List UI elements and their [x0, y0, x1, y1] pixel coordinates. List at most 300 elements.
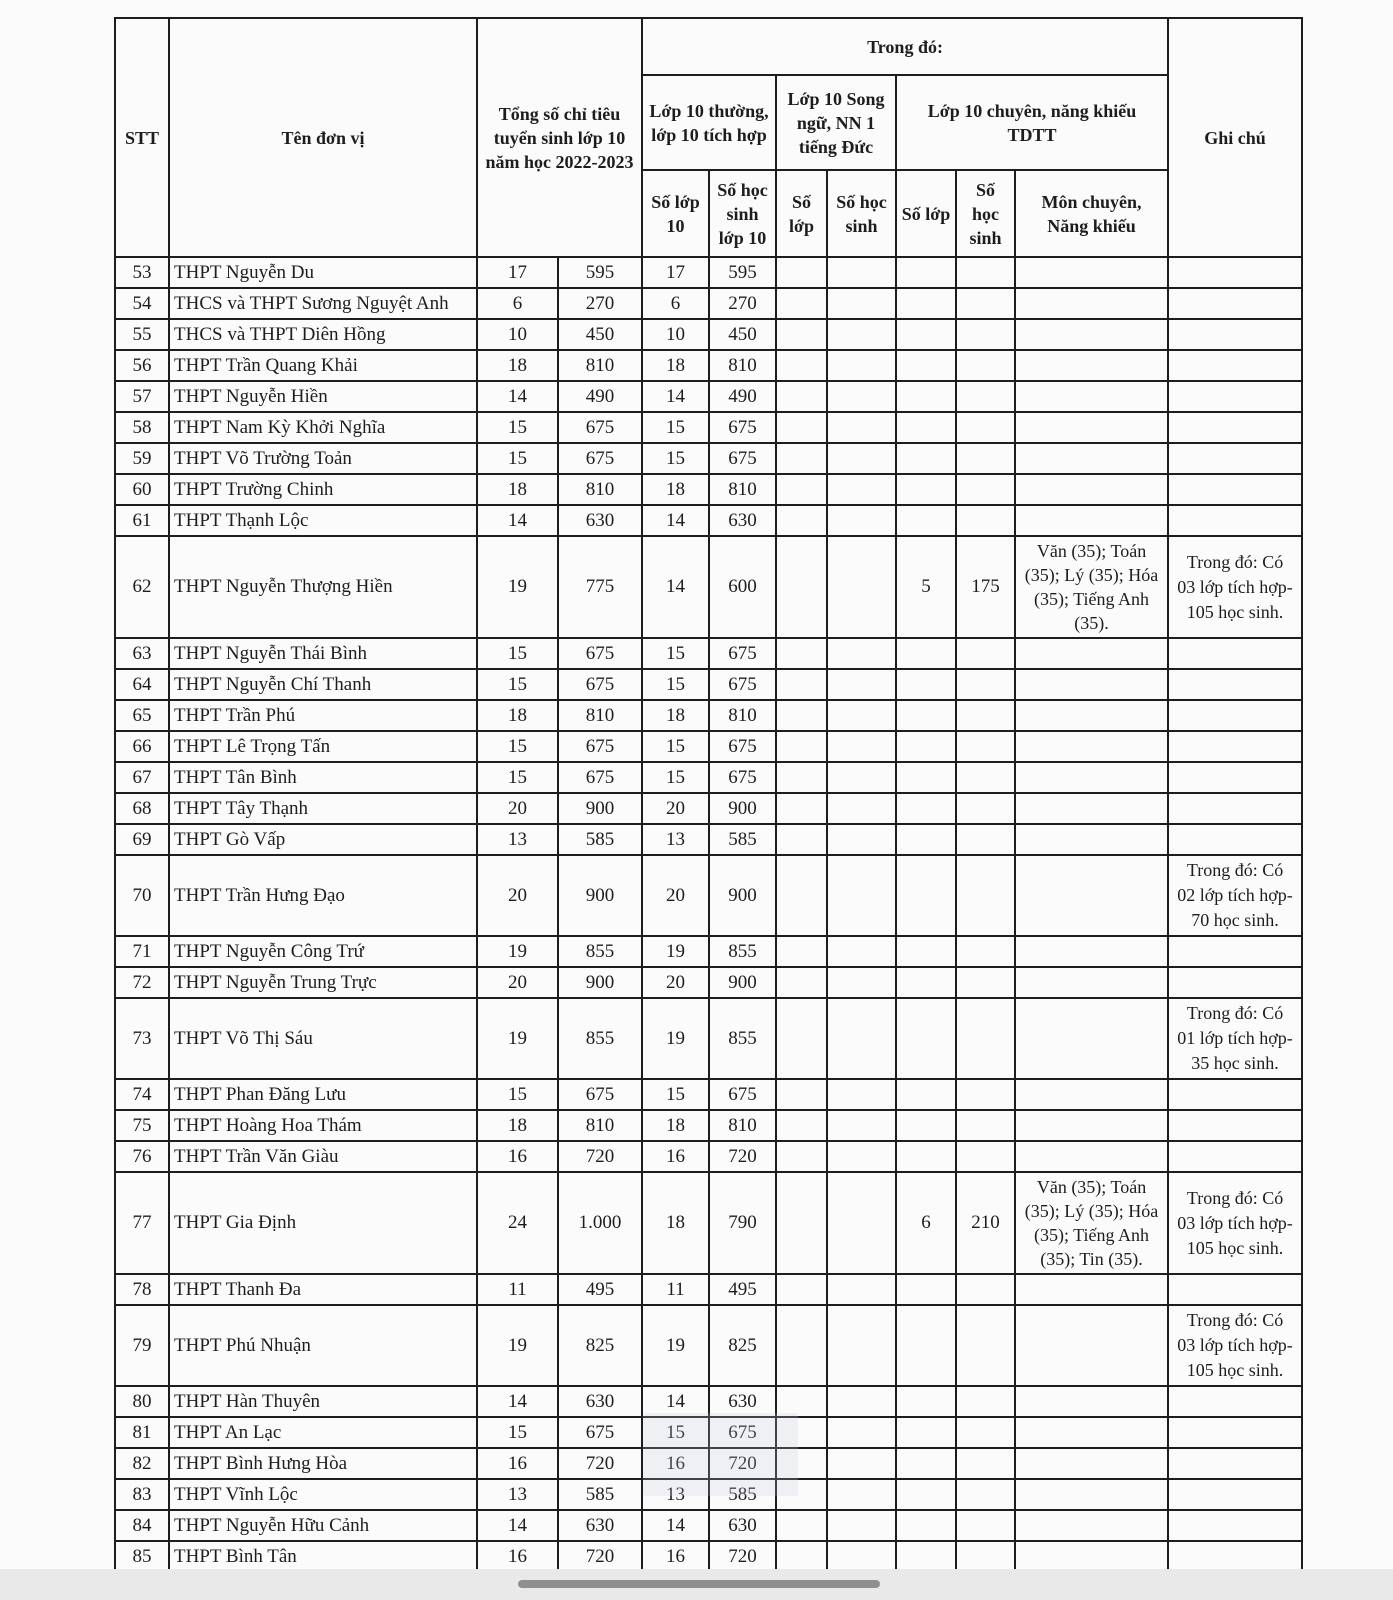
unit-name-cell: THPT Trần Quang Khải	[169, 350, 477, 381]
total-classes-cell: 17	[477, 257, 558, 288]
note-line: 02 lớp tích hợp-	[1177, 885, 1293, 905]
regular-classes-cell: 11	[642, 1274, 709, 1305]
specialized-subjects-cell	[1015, 288, 1168, 319]
table-row	[115, 936, 1302, 967]
specialized-classes-cell	[896, 350, 956, 381]
note-cell	[1168, 1274, 1302, 1305]
unit-name-cell: THPT Trần Hưng Đạo	[169, 855, 477, 936]
note-cell	[1168, 936, 1302, 967]
table-row	[115, 731, 1302, 762]
regular-students-cell: 585	[709, 1479, 776, 1510]
regular-classes-cell: 19	[642, 998, 709, 1079]
regular-classes-cell: 15	[642, 443, 709, 474]
unit-name-cell: THPT Nam Kỳ Khởi Nghĩa	[169, 412, 477, 443]
table-row	[115, 319, 1302, 350]
bilingual-students-cell	[827, 638, 896, 669]
stt-cell: 54	[115, 288, 169, 319]
total-students-cell: 675	[558, 731, 642, 762]
total-classes-cell: 20	[477, 793, 558, 824]
bilingual-students-cell	[827, 855, 896, 936]
bilingual-students-cell	[827, 1448, 896, 1479]
note-cell	[1168, 855, 1302, 936]
bilingual-classes-cell	[776, 319, 827, 350]
specialized-students-cell	[956, 288, 1015, 319]
specialized-subjects-cell	[1015, 967, 1168, 998]
table-row	[115, 474, 1302, 505]
regular-classes-cell: 20	[642, 855, 709, 936]
regular-classes-cell: 19	[642, 1305, 709, 1386]
note-line: Trong đó: Có	[1186, 860, 1284, 880]
bilingual-classes-cell	[776, 1141, 827, 1172]
bilingual-students-cell	[827, 967, 896, 998]
specialized-classes-cell	[896, 474, 956, 505]
unit-name-cell: THPT Trần Văn Giàu	[169, 1141, 477, 1172]
header-line: Năng khiếu	[1047, 215, 1136, 236]
note-cell	[1168, 412, 1302, 443]
header-unit-name: Tên đơn vị	[169, 18, 477, 257]
stt-cell: 79	[115, 1305, 169, 1386]
table-row	[115, 505, 1302, 536]
table-row	[115, 824, 1302, 855]
header-line: sinh	[969, 227, 1002, 248]
home-indicator[interactable]	[518, 1580, 880, 1588]
bilingual-classes-cell	[776, 855, 827, 936]
regular-classes-cell: 14	[642, 381, 709, 412]
specialized-students-cell	[956, 381, 1015, 412]
bilingual-classes-cell	[776, 669, 827, 700]
header-line: Số học	[836, 191, 887, 212]
table-row	[115, 1274, 1302, 1305]
regular-classes-cell: 18	[642, 1172, 709, 1274]
header-line: học	[972, 203, 999, 224]
specialized-subjects-cell	[1015, 1541, 1168, 1572]
specialized-subjects-cell	[1015, 505, 1168, 536]
total-students-cell: 630	[558, 505, 642, 536]
note-cell	[1168, 700, 1302, 731]
subject-line: (35).	[1074, 613, 1109, 633]
specialized-subjects-cell	[1015, 443, 1168, 474]
header-line: Số	[791, 191, 811, 212]
specialized-classes-cell	[896, 855, 956, 936]
total-students-cell: 675	[558, 1079, 642, 1110]
stt-cell: 74	[115, 1079, 169, 1110]
bilingual-classes-cell	[776, 1274, 827, 1305]
specialized-subjects-cell	[1015, 381, 1168, 412]
specialized-subjects-cell	[1015, 1305, 1168, 1386]
unit-name-cell: THPT Trần Phú	[169, 700, 477, 731]
total-students-cell: 675	[558, 638, 642, 669]
table-row	[115, 536, 1302, 638]
header-stt: STT	[115, 18, 169, 257]
bilingual-classes-cell	[776, 700, 827, 731]
total-students-cell: 720	[558, 1141, 642, 1172]
total-students-cell: 810	[558, 474, 642, 505]
specialized-students-cell	[956, 855, 1015, 936]
total-classes-cell: 19	[477, 1305, 558, 1386]
bilingual-students-cell	[827, 1141, 896, 1172]
total-students-cell: 675	[558, 669, 642, 700]
note-cell	[1168, 1510, 1302, 1541]
regular-classes-cell: 14	[642, 505, 709, 536]
note-cell	[1168, 288, 1302, 319]
table-row	[115, 412, 1302, 443]
specialized-students-cell	[956, 412, 1015, 443]
bilingual-students-cell	[827, 1510, 896, 1541]
unit-name-cell: THPT Nguyễn Hiền	[169, 381, 477, 412]
header-bilingual-classes	[776, 170, 827, 257]
bilingual-students-cell	[827, 319, 896, 350]
bilingual-students-cell	[827, 443, 896, 474]
bilingual-students-cell	[827, 288, 896, 319]
header-bilingual-group	[776, 75, 896, 170]
header-bilingual-line: Lớp 10 Song	[787, 88, 885, 109]
header-line: sinh	[726, 203, 759, 224]
total-students-cell: 495	[558, 1274, 642, 1305]
regular-students-cell: 675	[709, 443, 776, 474]
table-row	[115, 700, 1302, 731]
table-row	[115, 1079, 1302, 1110]
specialized-subjects-cell	[1015, 1141, 1168, 1172]
total-students-cell: 675	[558, 443, 642, 474]
stt-cell: 63	[115, 638, 169, 669]
header-line: lớp 10	[718, 227, 767, 248]
regular-students-cell: 675	[709, 638, 776, 669]
stt-cell: 57	[115, 381, 169, 412]
regular-classes-cell: 13	[642, 1479, 709, 1510]
stt-cell: 84	[115, 1510, 169, 1541]
note-line: 01 lớp tích hợp-	[1177, 1028, 1293, 1048]
specialized-classes-cell	[896, 669, 956, 700]
specialized-students-cell	[956, 257, 1015, 288]
stt-cell: 58	[115, 412, 169, 443]
regular-classes-cell: 20	[642, 793, 709, 824]
total-students-cell: 720	[558, 1541, 642, 1572]
specialized-students-cell	[956, 1417, 1015, 1448]
total-students-cell: 720	[558, 1448, 642, 1479]
specialized-subjects-cell	[1015, 638, 1168, 669]
regular-students-cell: 600	[709, 536, 776, 638]
total-students-cell: 595	[558, 257, 642, 288]
specialized-students-cell: 210	[956, 1172, 1015, 1274]
regular-students-cell: 720	[709, 1541, 776, 1572]
header-regular-classes	[642, 170, 709, 257]
regular-students-cell: 495	[709, 1274, 776, 1305]
total-students-cell: 675	[558, 1417, 642, 1448]
header-subjects	[1015, 170, 1168, 257]
specialized-classes-cell: 6	[896, 1172, 956, 1274]
note-line: 03 lớp tích hợp-	[1177, 576, 1293, 597]
specialized-classes-cell	[896, 288, 956, 319]
bilingual-students-cell	[827, 1172, 896, 1274]
regular-students-cell: 675	[709, 1079, 776, 1110]
specialized-students-cell	[956, 731, 1015, 762]
regular-classes-cell: 17	[642, 257, 709, 288]
specialized-subjects-cell	[1015, 793, 1168, 824]
total-classes-cell: 13	[477, 824, 558, 855]
regular-classes-cell: 15	[642, 638, 709, 669]
specialized-students-cell	[956, 700, 1015, 731]
regular-classes-cell: 13	[642, 824, 709, 855]
total-students-cell: 450	[558, 319, 642, 350]
specialized-subjects-cell	[1015, 824, 1168, 855]
regular-students-cell: 490	[709, 381, 776, 412]
bilingual-classes-cell	[776, 381, 827, 412]
regular-students-cell: 270	[709, 288, 776, 319]
total-students-cell: 810	[558, 350, 642, 381]
header-breakdown: Trong đó:	[642, 18, 1168, 75]
total-classes-cell: 24	[477, 1172, 558, 1274]
header-total-quota-line: Tổng số chỉ tiêu	[498, 103, 621, 124]
table-row	[115, 762, 1302, 793]
total-classes-cell: 18	[477, 350, 558, 381]
specialized-classes-cell	[896, 967, 956, 998]
specialized-subjects-cell	[1015, 998, 1168, 1079]
specialized-classes-cell	[896, 1141, 956, 1172]
unit-name-cell: THPT Gia Định	[169, 1172, 477, 1274]
specialized-subjects-cell	[1015, 669, 1168, 700]
note-line: Trong đó: Có	[1186, 1187, 1284, 1208]
specialized-classes-cell	[896, 319, 956, 350]
specialized-students-cell	[956, 1541, 1015, 1572]
header-total-quota-line: năm học 2022-2023	[485, 151, 634, 172]
bilingual-students-cell	[827, 824, 896, 855]
bilingual-classes-cell	[776, 967, 827, 998]
specialized-classes-cell	[896, 1448, 956, 1479]
bilingual-classes-cell	[776, 793, 827, 824]
stt-cell: 64	[115, 669, 169, 700]
stt-cell: 59	[115, 443, 169, 474]
specialized-subjects-cell	[1015, 1479, 1168, 1510]
specialized-classes-cell	[896, 1386, 956, 1417]
note-cell	[1168, 669, 1302, 700]
note-cell	[1168, 1141, 1302, 1172]
regular-students-cell: 595	[709, 257, 776, 288]
specialized-classes-cell	[896, 700, 956, 731]
table-row	[115, 855, 1302, 936]
note-cell	[1168, 350, 1302, 381]
note-cell	[1168, 1172, 1302, 1274]
note-line: Trong đó: Có	[1186, 1003, 1284, 1023]
regular-students-cell: 450	[709, 319, 776, 350]
specialized-students-cell	[956, 1274, 1015, 1305]
total-classes-cell: 13	[477, 1479, 558, 1510]
bilingual-classes-cell	[776, 474, 827, 505]
stt-cell: 77	[115, 1172, 169, 1274]
specialized-classes-cell	[896, 793, 956, 824]
specialized-classes-cell	[896, 762, 956, 793]
specialized-students-cell	[956, 967, 1015, 998]
regular-students-cell: 900	[709, 793, 776, 824]
note-cell	[1168, 1305, 1302, 1386]
regular-classes-cell: 16	[642, 1448, 709, 1479]
table-row	[115, 669, 1302, 700]
specialized-students-cell	[956, 443, 1015, 474]
header-line: 10	[666, 215, 685, 236]
total-classes-cell: 19	[477, 536, 558, 638]
specialized-subjects-cell	[1015, 1274, 1168, 1305]
note-line: 70 học sinh.	[1191, 910, 1279, 930]
total-classes-cell: 20	[477, 967, 558, 998]
unit-name-cell: THPT Trường Chinh	[169, 474, 477, 505]
bilingual-students-cell	[827, 793, 896, 824]
unit-name-cell: THPT Hoàng Hoa Thám	[169, 1110, 477, 1141]
specialized-classes-cell	[896, 998, 956, 1079]
table-row	[115, 1510, 1302, 1541]
regular-classes-cell: 19	[642, 936, 709, 967]
regular-classes-cell: 15	[642, 1079, 709, 1110]
enrollment-quota-table	[114, 17, 1303, 1573]
header-row	[115, 18, 1302, 75]
note-cell	[1168, 319, 1302, 350]
total-classes-cell: 14	[477, 505, 558, 536]
total-classes-cell: 11	[477, 1274, 558, 1305]
specialized-subjects-cell	[1015, 1079, 1168, 1110]
total-classes-cell: 14	[477, 1386, 558, 1417]
table-row	[115, 1141, 1302, 1172]
unit-name-cell: THPT Nguyễn Du	[169, 257, 477, 288]
specialized-students-cell	[956, 350, 1015, 381]
bilingual-classes-cell	[776, 1510, 827, 1541]
specialized-subjects-cell	[1015, 1448, 1168, 1479]
subject-line: (35); Lý (35); Hóa	[1024, 1201, 1159, 1221]
specialized-classes-cell	[896, 638, 956, 669]
header-regular-line: lớp 10 tích hợp	[651, 124, 767, 145]
table-row	[115, 1110, 1302, 1141]
note-cell	[1168, 638, 1302, 669]
subject-line: Văn (35); Toán	[1036, 541, 1147, 561]
stt-cell: 82	[115, 1448, 169, 1479]
note-cell	[1168, 1417, 1302, 1448]
bilingual-students-cell	[827, 257, 896, 288]
bilingual-classes-cell	[776, 443, 827, 474]
regular-classes-cell: 16	[642, 1141, 709, 1172]
specialized-classes-cell	[896, 505, 956, 536]
total-classes-cell: 16	[477, 1448, 558, 1479]
unit-name-cell: THPT Phan Đăng Lưu	[169, 1079, 477, 1110]
stt-cell: 53	[115, 257, 169, 288]
specialized-classes-cell	[896, 936, 956, 967]
regular-classes-cell: 14	[642, 1510, 709, 1541]
regular-students-cell: 675	[709, 1417, 776, 1448]
unit-name-cell: THPT Thanh Đa	[169, 1274, 477, 1305]
regular-students-cell: 675	[709, 731, 776, 762]
bilingual-classes-cell	[776, 1079, 827, 1110]
note-cell	[1168, 1079, 1302, 1110]
specialized-classes-cell	[896, 1479, 956, 1510]
specialized-subjects-cell	[1015, 936, 1168, 967]
specialized-classes-cell	[896, 1417, 956, 1448]
unit-name-cell: THPT Gò Vấp	[169, 824, 477, 855]
specialized-subjects-cell	[1015, 536, 1168, 638]
unit-name-cell: THPT An Lạc	[169, 1417, 477, 1448]
specialized-subjects-cell	[1015, 350, 1168, 381]
specialized-students-cell	[956, 319, 1015, 350]
specialized-students-cell	[956, 669, 1015, 700]
bilingual-classes-cell	[776, 288, 827, 319]
total-students-cell: 900	[558, 967, 642, 998]
table-row	[115, 793, 1302, 824]
regular-classes-cell: 14	[642, 536, 709, 638]
header-specialized-line: TDTT	[1007, 124, 1057, 145]
bilingual-classes-cell	[776, 505, 827, 536]
regular-classes-cell: 15	[642, 412, 709, 443]
bilingual-students-cell	[827, 1541, 896, 1572]
note-line: Trong đó: Có	[1186, 1310, 1284, 1330]
total-students-cell: 630	[558, 1510, 642, 1541]
note-cell	[1168, 505, 1302, 536]
total-students-cell: 1.000	[558, 1172, 642, 1274]
specialized-subjects-cell	[1015, 257, 1168, 288]
bilingual-students-cell	[827, 1479, 896, 1510]
regular-classes-cell: 15	[642, 762, 709, 793]
regular-classes-cell: 20	[642, 967, 709, 998]
bilingual-students-cell	[827, 731, 896, 762]
total-classes-cell: 14	[477, 1510, 558, 1541]
total-students-cell: 855	[558, 998, 642, 1079]
unit-name-cell: THPT Nguyễn Thượng Hiền	[169, 536, 477, 638]
total-classes-cell: 6	[477, 288, 558, 319]
stt-cell: 78	[115, 1274, 169, 1305]
stt-cell: 73	[115, 998, 169, 1079]
unit-name-cell: THPT Nguyễn Trung Trực	[169, 967, 477, 998]
specialized-classes-cell	[896, 1541, 956, 1572]
stt-cell: 67	[115, 762, 169, 793]
regular-students-cell: 675	[709, 669, 776, 700]
table-body	[115, 257, 1302, 1572]
total-classes-cell: 15	[477, 412, 558, 443]
stt-cell: 66	[115, 731, 169, 762]
specialized-students-cell	[956, 1510, 1015, 1541]
stt-cell: 75	[115, 1110, 169, 1141]
bilingual-students-cell	[827, 381, 896, 412]
specialized-classes-cell	[896, 443, 956, 474]
stt-cell: 72	[115, 967, 169, 998]
total-classes-cell: 18	[477, 474, 558, 505]
total-classes-cell: 14	[477, 381, 558, 412]
stt-cell: 65	[115, 700, 169, 731]
specialized-subjects-cell	[1015, 474, 1168, 505]
header-specialized-line: Lớp 10 chuyên, năng khiếu	[927, 100, 1137, 121]
total-classes-cell: 15	[477, 443, 558, 474]
header-total-quota	[477, 18, 642, 257]
header-bilingual-line: ngữ, NN 1	[796, 112, 876, 133]
specialized-students-cell	[956, 1305, 1015, 1386]
table-row	[115, 967, 1302, 998]
bilingual-classes-cell	[776, 536, 827, 638]
regular-classes-cell: 15	[642, 669, 709, 700]
subject-line: (35); Tiếng Anh	[1034, 1225, 1150, 1245]
note-cell	[1168, 1110, 1302, 1141]
regular-classes-cell: 14	[642, 1386, 709, 1417]
specialized-subjects-cell	[1015, 1110, 1168, 1141]
header-line: Số	[975, 179, 995, 200]
note-cell	[1168, 998, 1302, 1079]
header-specialized-classes: Số lớp	[896, 170, 956, 257]
header-bilingual-line: tiếng Đức	[798, 136, 874, 157]
bilingual-students-cell	[827, 998, 896, 1079]
stt-cell: 85	[115, 1541, 169, 1572]
total-classes-cell: 18	[477, 1110, 558, 1141]
total-classes-cell: 20	[477, 855, 558, 936]
specialized-classes-cell	[896, 731, 956, 762]
subject-line: (35); Tiếng Anh	[1034, 589, 1150, 609]
total-students-cell: 585	[558, 1479, 642, 1510]
specialized-classes-cell	[896, 381, 956, 412]
total-classes-cell: 10	[477, 319, 558, 350]
regular-classes-cell: 18	[642, 350, 709, 381]
note-cell	[1168, 257, 1302, 288]
stt-cell: 60	[115, 474, 169, 505]
